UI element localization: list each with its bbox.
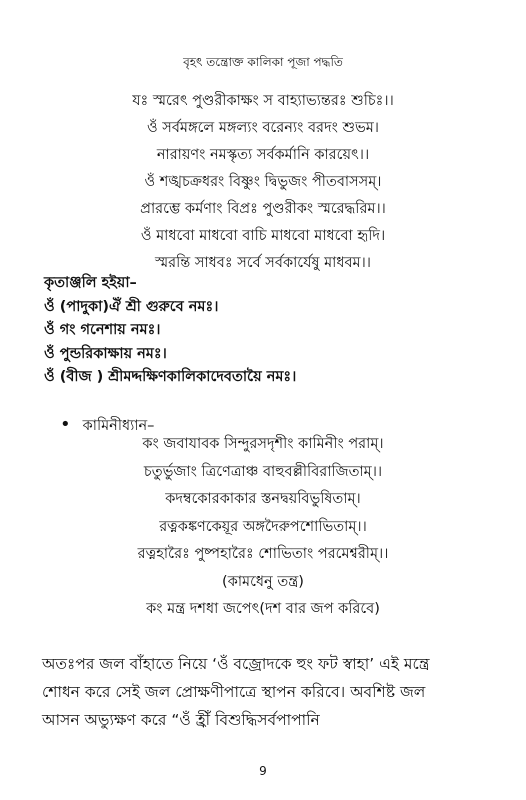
dhyana-line: রত্নকঙ্কণকেয়ূর অঙ্গদৈরুপশোভিতাম্।। <box>159 518 367 535</box>
prose-line: শোধন করে সেই জল প্রোক্ষণীপাত্রে স্থাপন করিবে। অবশিষ্ট জল <box>42 683 426 701</box>
dhyana-line: কং জবাযাবক সিন্দুরসদৃশীং কামিনীং পরাম্। <box>142 436 384 452</box>
page-number: 9 <box>259 764 267 778</box>
japa-instruction: কং মন্ত্র দশধা জপেৎ(দশ বার জপ করিবে) <box>146 601 380 617</box>
verse-block <box>0 88 526 277</box>
verse-line: ওঁ মাধবো মাধবো বাচি মাধবো মাধবো হৃদি। <box>140 228 386 244</box>
bullet-icon: • <box>60 414 71 435</box>
invocation-line: ওঁ গং গনেশায় নমঃ। <box>44 322 161 338</box>
invocation-line: ওঁ পুন্ডরিকাক্ষায় নমঃ। <box>44 345 167 362</box>
prose-line: অতঃপর জল বাঁহাতে নিয়ে ‘ওঁ বজ্রোদকে হুং ফট স্বাহা’ এই মন্ত্রে <box>42 655 430 673</box>
invocation-block <box>44 272 504 390</box>
invocation-line: ওঁ (বীজ ) শ্রীমদ্দক্ষিণকালিকাদেবতায়ৈ নমঃ। <box>44 369 297 385</box>
dhyana-heading-text: কামিনীধ্যান– <box>82 418 155 434</box>
prose-line: আসন অভ্যুক্ষণ করে “ওঁ হ্রীঁ বিশুদ্ধিসর্বপাপানি <box>42 711 320 729</box>
verse-line: স্মরন্তি সাধবঃ সর্বে সর্বকার্যেষু মাধবম।। <box>155 255 371 271</box>
dhyana-verse-block <box>0 431 526 624</box>
verse-line: যঃ স্মরেৎ পুণ্ডরীকাক্ষং স বাহ্যাভ্যন্তরঃ শুচিঃ।। <box>132 93 394 109</box>
prose-paragraph <box>42 650 502 734</box>
verse-line: ওঁ সর্বমঙ্গলে মঙ্গল্যং বরেন্যং বরদং শুভম। <box>147 120 379 136</box>
dhyana-line: রত্নহারৈঃ পুষ্পহারৈঃ শোভিতাং পরমেশ্বরীম্।। <box>137 546 389 562</box>
verse-line: নারায়ণং নমস্কৃত্য সর্বকর্মানি কারয়েৎ।। <box>156 147 370 163</box>
source-citation: (কামধেনু তন্ত্র) <box>222 573 304 590</box>
dhyana-line: চতুর্ভুজাং ত্রিণেত্রাঞ্চ বাহুবল্লীবিরাজিতাম্।। <box>143 463 383 480</box>
invocation-line: ওঁ (পাদুকা)ঐঁ শ্রী গুরুবে নমঃ। <box>44 298 219 315</box>
verse-line: প্রারম্ভে কর্মণাং বিপ্রঃ পুণ্ডরীকং স্মরেদ্ধরিম।। <box>140 201 386 217</box>
running-title: বৃহৎ তন্ত্রোক্ত কালিকা পূজা পদ্ধতি <box>183 55 343 69</box>
verse-line: ওঁ শঙ্খচক্রধরং বিষ্ণুং দ্বিভুজং পীতবাসসম্। <box>144 174 382 190</box>
invocation-heading: কৃতাঞ্জলি হইয়া– <box>44 275 137 291</box>
dhyana-line: কদম্বকোরকাকার স্তনদ্বয়বিভুষিতাম্। <box>165 491 361 507</box>
